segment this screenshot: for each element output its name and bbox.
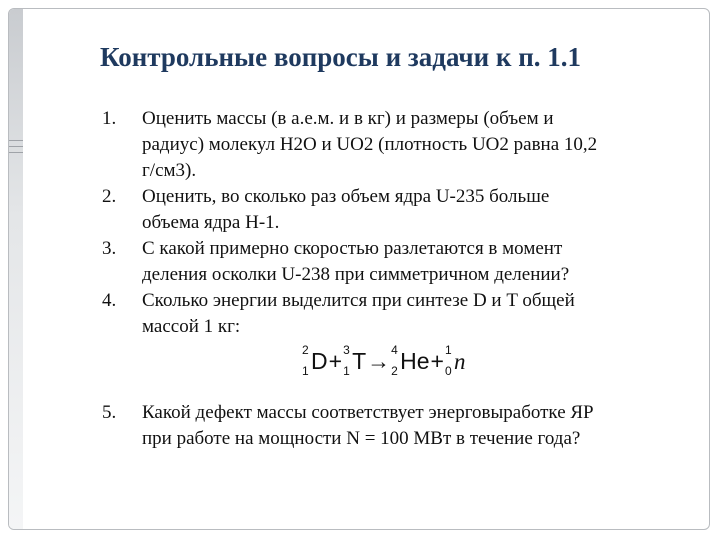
formula-expression <box>302 343 466 378</box>
nuclide-symbol: n <box>453 349 466 374</box>
nuclide-symbol: He <box>400 348 430 374</box>
plus-sign: + <box>328 348 343 374</box>
task-text-line: г/см3). <box>142 160 197 181</box>
charge-number: 0 <box>444 364 452 378</box>
task-number: 1. <box>102 108 117 129</box>
reaction-arrow: → <box>367 348 391 374</box>
charge-number: 1 <box>343 364 350 378</box>
task-number: 5. <box>102 402 117 423</box>
task-text-line: С какой примерно скоростью разлетаются в момент <box>142 238 563 259</box>
nuclide-tritium <box>343 343 367 378</box>
nuclide-deuterium <box>302 343 328 378</box>
mass-number: 4 <box>391 343 398 357</box>
task-item-4 <box>102 288 692 340</box>
charge-number: 2 <box>391 364 398 378</box>
task-text-line: при работе на мощности N = 100 МВт в течение года? <box>142 428 581 449</box>
fusion-reaction-formula <box>102 342 692 392</box>
task-text-line: Оценить массы (в а.е.м. и в кг) и размеры (объем и <box>142 108 554 129</box>
decorative-line <box>9 140 23 141</box>
task-item-2 <box>102 184 692 236</box>
mass-number: 1 <box>444 343 452 357</box>
decorative-line <box>9 146 23 147</box>
charge-number: 1 <box>302 364 309 378</box>
nuclide-neutron <box>444 343 466 378</box>
task-list <box>102 106 692 452</box>
task-item-5 <box>102 400 692 452</box>
decorative-line <box>9 152 23 153</box>
task-text-line: Сколько энергии выделится при синтезе D и T общей <box>142 290 575 311</box>
task-text-line: массой 1 кг: <box>142 316 241 337</box>
task-item-1 <box>102 106 692 184</box>
plus-sign: + <box>430 348 444 374</box>
mass-number: 2 <box>302 343 309 357</box>
nuclide-symbol: T <box>352 348 367 374</box>
nuclide-symbol: D <box>311 348 328 374</box>
decorative-side-band <box>9 9 23 529</box>
nuclide-helium <box>391 343 430 378</box>
task-number: 4. <box>102 290 117 311</box>
task-text-line: объема ядра Н-1. <box>142 212 280 233</box>
task-item-3 <box>102 236 692 288</box>
task-text-line: Какой дефект массы соответствует энерговыработке ЯР <box>142 402 594 423</box>
task-text-line: радиус) молекул Н2О и UO2 (плотность UO2 равна 10,2 <box>142 134 598 155</box>
task-text-line: Оценить, во сколько раз объем ядра U-235 больше <box>142 186 550 207</box>
slide-title: Контрольные вопросы и задачи к п. 1.1 <box>100 42 582 72</box>
task-number: 2. <box>102 186 117 207</box>
task-text-line: деления осколки U-238 при симметричном делении? <box>142 264 570 285</box>
mass-number: 3 <box>343 343 350 357</box>
task-number: 3. <box>102 238 117 259</box>
